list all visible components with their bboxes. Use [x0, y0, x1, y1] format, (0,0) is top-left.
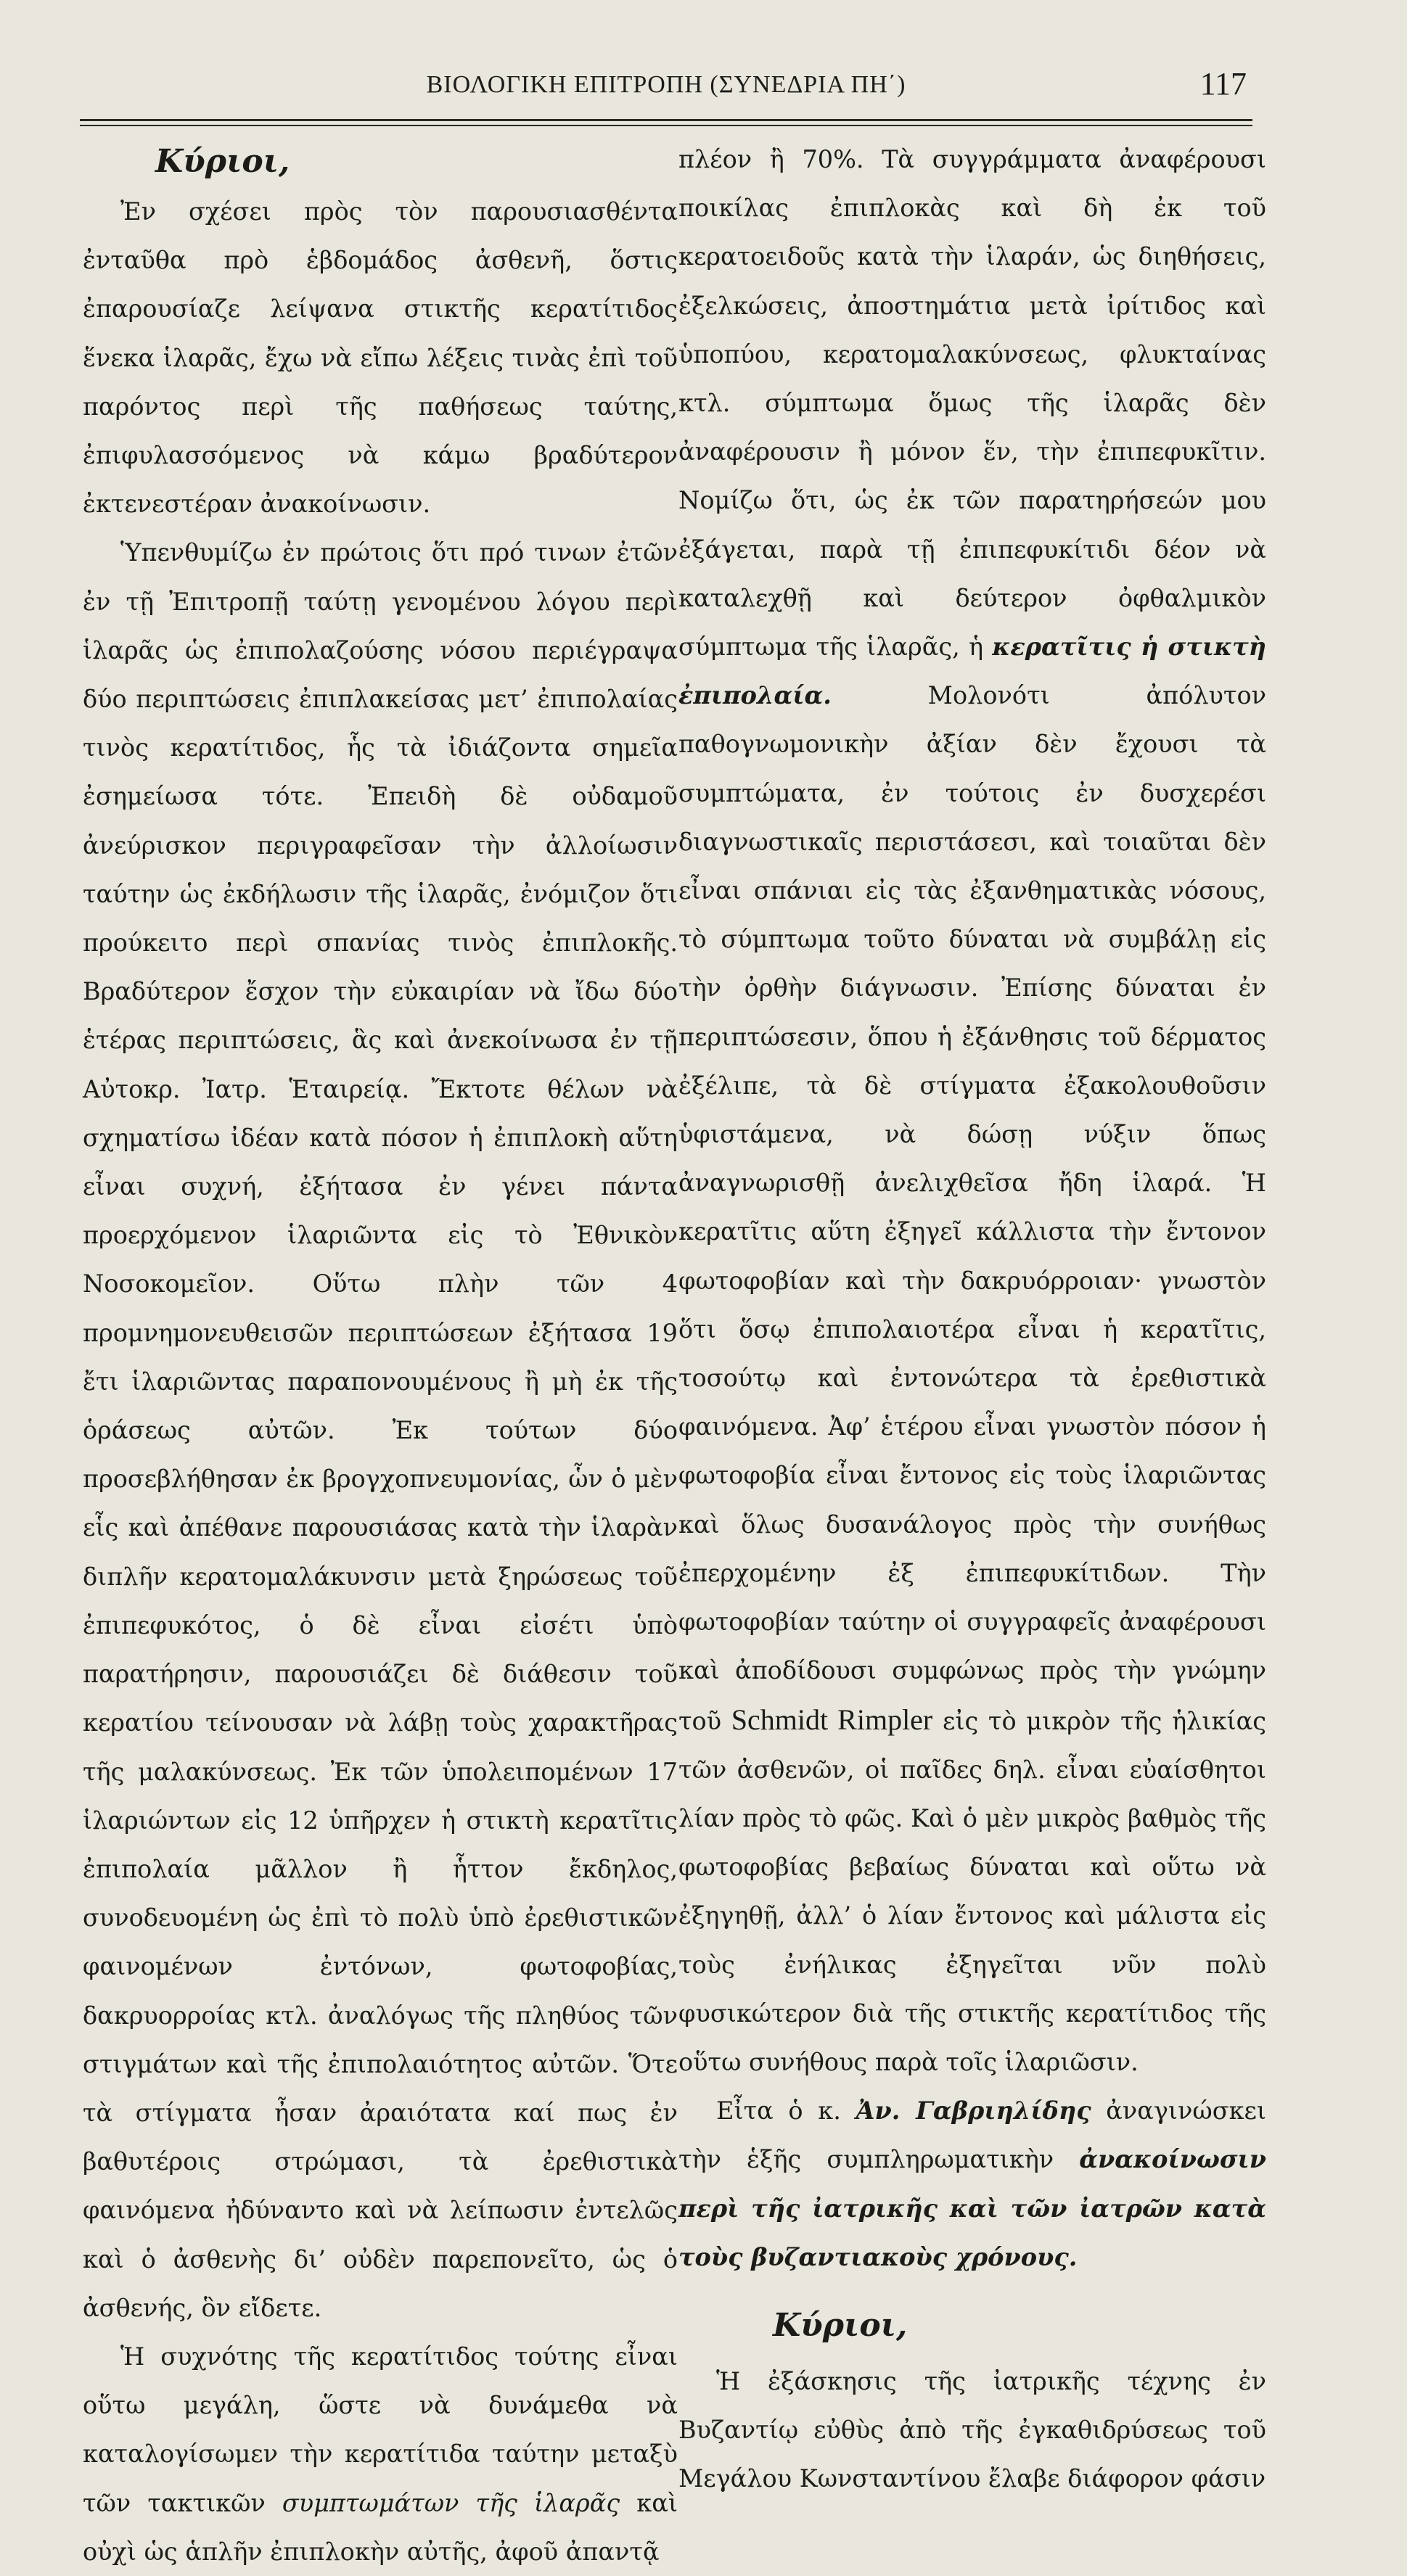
- salutation: Κύριοι,: [155, 143, 290, 180]
- speaker-name: Ἀν. Γαβριηλίδης: [856, 2096, 1091, 2126]
- right-column: [678, 135, 1267, 2493]
- paragraph: Ὑπενθυμίζω ἐν πρώτοις ὅτι πρό τινων ἐτῶν ἐν τῇ Ἐπιτροπῇ ταύτῃ γενομένου λόγου περὶ ἱλαρᾶς ὡς ἐπιπολαζούσης νόσου περιέγραψα δύο περιπτώσεις ἐπιπλακείσας μετ’ ἐπιπολαίας τινὸς κερατίτιδος, ἧς τὰ ἰδιάζοντα σημεῖα ἐσημείωσα τότε. Ἐπειδὴ δὲ οὐδαμοῦ ἀνεύρισκον περιγραφεῖσαν τὴν ἀλλοίωσιν ταύτην ὡς ἐκδήλωσιν τῆς ἱλαρᾶς, ἐνόμιζον ὅτι προύκειτο περὶ σπανίας τινὸς ἐπιπλοκῆς. Βραδύτερον ἔσχον τὴν εὐκαιρίαν νὰ ἴδω δύο ἑτέρας περιπτώσεις, ἃς καὶ ἀνεκοίνωσα ἐν τῇ Αὐτοκρ. Ἰατρ. Ἑταιρείᾳ. Ἔκτοτε θέλων νὰ σχηματίσω ἰδέαν κατὰ πόσον ἡ ἐπιπλοκὴ αὕτη εἶναι συχνή, ἐξήτασα ἐν γένει πάντα προερχόμενον ἱλαριῶντα εἰς τὸ Ἐθνικὸν Νοσοκομεῖον. Οὕτω πλὴν τῶν 4 προμνημονευθεισῶν περιπτώσεων ἐξήτασα 19 ἔτι ἱλαριῶντας παραπονουμένους ἢ μὴ ἐκ τῆς ὁράσεως αὐτῶν. Ἐκ τούτων δύο προσεβλήθησαν ἐκ βρογχοπνευμονίας, ὧν ὁ μὲν εἷς καὶ ἀπέθανε παρουσιάσας κατὰ τὴν ἱλαρὰν διπλῆν κερατομαλάκυνσιν μετὰ ξηρώσεως τοῦ ἐπιπεφυκότος, ὁ δὲ εἶναι εἰσέτι ὑπὸ παρατήρησιν, παρουσιάζει δὲ διάθεσιν τοῦ κερατίου τείνουσαν νὰ λάβῃ τοὺς χαρακτῆρας τῆς μαλακύνσεως. Ἐκ τῶν ὑπολειπομένων 17 ἱλαριώντων εἰς 12 ὑπῆρχεν ἡ στικτὴ κερατῖτις ἐπιπολαία μᾶλλον ἢ ἧττον ἔκδηλος, συνοδευομένη ὡς ἐπὶ τὸ πολὺ ὑπὸ ἐρεθιστικῶν φαινομένων ἐντόνων, φωτοφοβίας, δακρυορροίας κτλ. ἀναλόγως τῆς πληθύος τῶν στιγμάτων καὶ τῆς ἐπιπολαιότητος αὐτῶν. Ὅτε τὰ στίγματα ἦσαν ἀραιότατα καί πως ἐν βαθυτέροις στρώμασι, τὰ ἐρεθιστικὰ φαινόμενα ἠδύναντο καὶ νὰ λείπωσιν ἐντελῶς καὶ ὁ ἀσθενὴς δι’ οὐδὲν παρεπονεῖτο, ὡς ὁ ἀσθενής, ὃν εἴδετε.: [83, 538, 678, 2322]
- emphasis-text: συμπτωμάτων τῆς ἱλαρᾶς: [282, 2488, 620, 2517]
- paragraph: [678, 135, 1266, 2086]
- running-title: ΒΙΟΛΟΓΙΚΗ ΕΠΙΤΡΟΠΗ (ΣΥΝΕΔΡΙΑ ΠΗ΄): [426, 71, 906, 98]
- left-column: [83, 136, 678, 2566]
- paragraph-text: Ἡ συχνότης τῆς κερατίτιδος τούτης εἶναι οὕτω μεγάλη, ὥστε νὰ δυνάμεθα νὰ καταλογίσωμεν τὴν κερατίτιδα ταύτην μεταξὺ τῶν τακτικῶν: [83, 2342, 678, 2517]
- page-header: [80, 61, 1252, 104]
- page-number: 117: [1199, 66, 1247, 102]
- paragraph-text: Εἶτα ὁ κ.: [716, 2096, 841, 2126]
- paragraph: [678, 2086, 1266, 2281]
- header-rule-double: [80, 125, 1252, 126]
- emphasis-text: κερατῖτις ἡ στικτὴ ἐπιπολαία.: [678, 633, 1266, 710]
- salutation: Κύριοι,: [773, 2306, 908, 2344]
- paragraph: Ἡ ἐξάσκησις τῆς ἰατρικῆς τέχνης ἐν Βυζαντίῳ εὐθὺς ἀπὸ τῆς ἐγκαθιδρύσεως τοῦ Μεγάλου Κωνσταντίνου ἔλαβε διάφορον φάσιν: [678, 2366, 1266, 2493]
- paragraph-text: εἰς τὸ μικρὸν τῆς ἡλικίας τῶν ἀσθενῶν, οἱ παῖδες δηλ. εἶναι εὐαίσθητοι λίαν πρὸς τὸ φῶς. Καὶ ὁ μὲν μικρὸς βαθμὸς τῆς φωτοφοβίας βεβαίως δύναται καὶ οὕτω νὰ ἐξηγηθῇ, ἀλλ’ ὁ λίαν ἔντονος καὶ μάλιστα εἰς τοὺς ἐνήλικας ἐξηγεῖται νῦν πολὺ φυσικώτερον διὰ τῆς στικτῆς κερατίτιδος τῆς οὕτω συνήθους παρὰ τοῖς ἱλαριῶσιν.: [678, 1706, 1267, 2076]
- paragraph: Ἐν σχέσει πρὸς τὸν παρουσιασθέντα ἐνταῦθα πρὸ ἑβδομάδος ἀσθενῆ, ὅστις ἐπαρουσίαζε λείψανα στικτῆς κερατίτιδος ἕνεκα ἱλαρᾶς, ἔχω νὰ εἴπω λέξεις τινὰς ἐπὶ τοῦ παρόντος περὶ τῆς παθήσεως ταύτης, ἐπιφυλασσόμενος νὰ κάμω βραδύτερον ἐκτενεστέραν ἀνακοίνωσιν.: [83, 197, 678, 519]
- author-name-latin: Schmidt Rimpler: [731, 1703, 933, 1736]
- communication-title: ἀνακοίνωσιν περὶ τῆς ἰατρικῆς καὶ τῶν ἰατρῶν κατὰ τοὺς βυζαντιακοὺς χρόνους.: [678, 2145, 1266, 2271]
- paragraph: [83, 2332, 678, 2576]
- paragraph-text: ἀναγινώσκει τὴν ἑξῆς συμπληρωματικὴν: [678, 2096, 1267, 2174]
- paragraph-text: Μολονότι ἀπόλυτον παθογνωμονικὴν ἀξίαν δὲν ἔχουσι τὰ συμπτώματα, ἐν τούτοις ἐν δυσχερέσι διαγνωστικαῖς περιστάσεσι, καὶ τοιαῦται δὲν εἶναι σπάνιαι εἰς τὰς ἐξανθηματικὰς νόσους, τὸ σύμπτωμα τοῦτο δύναται νὰ συμβάλῃ εἰς τὴν ὀρθὴν διάγνωσιν. Ἐπίσης δύναται ἐν περιπτώσεσιν, ὅπου ἡ ἐξάνθησις τοῦ δέρματος ἐξέλιπε, τὰ δὲ στίγματα ἐξακολουθοῦσιν ὑφιστάμενα, νὰ δώσῃ νύξιν ὅπως ἀναγνωρισθῇ ἀνελιχθεῖσα ἤδη ἱλαρά. Ἡ κερατῖτις αὕτη ἐξηγεῖ κάλλιστα τὴν ἔντονον φωτοφοβίαν καὶ τὴν δακρυόρροιαν· γνωστὸν ὅτι ὅσῳ ἐπιπολαιοτέρα εἶναι ἡ κερατῖτις, τοσούτῳ καὶ ἐντονώτερα τὰ ἐρεθιστικὰ φαινόμενα. Ἀφ’ ἑτέρου εἶναι γνωστὸν πόσον ἡ φωτοφοβία εἶναι ἔντονος εἰς τοὺς ἱλαριῶντας καὶ ὅλως δυσανάλογος πρὸς τὴν συνήθως ἐπερχομένην ἐξ ἐπιπεφυκίτιδων. Τὴν φωτοφοβίαν ταύτην οἱ συγγραφεῖς ἀναφέρουσι καὶ ἀποδίδουσι συμφώνως πρὸς τὴν γνώμην τοῦ: [678, 681, 1266, 1735]
- header-rule: [80, 119, 1252, 121]
- paragraph-text: πλέον ἢ 70%. Τὰ συγγράμματα ἀναφέρουσι ποικίλας ἐπιπλοκὰς καὶ δὴ ἐκ τοῦ κερατοειδοῦς κατὰ τὴν ἱλαράν, ὡς διηθήσεις, ἐξελκώσεις, ἀποστημάτια μετὰ ἰρίτιδος καὶ ὑποπύου, κερατομαλακύνσεως, φλυκταίνας κτλ. σύμπτωμα ὅμως τῆς ἱλαρᾶς δὲν ἀναφέρουσιν ἢ μόνον ἕν, τὴν ἐπιπεφυκῖτιν. Νομίζω ὅτι, ὡς ἐκ τῶν παρατηρήσεών μου ἐξάγεται, παρὰ τῇ ἐπιπεφυκίτιδι δέον νὰ καταλεχθῇ καὶ δεύτερον ὀφθαλμικὸν σύμπτωμα τῆς ἱλαρᾶς, ἡ: [678, 145, 1266, 662]
- paragraph-text: καὶ οὐχὶ ὡς ἁπλῆν ἐπιπλοκὴν αὐτῆς, ἀφοῦ ἀπαντᾷ: [83, 2488, 678, 2566]
